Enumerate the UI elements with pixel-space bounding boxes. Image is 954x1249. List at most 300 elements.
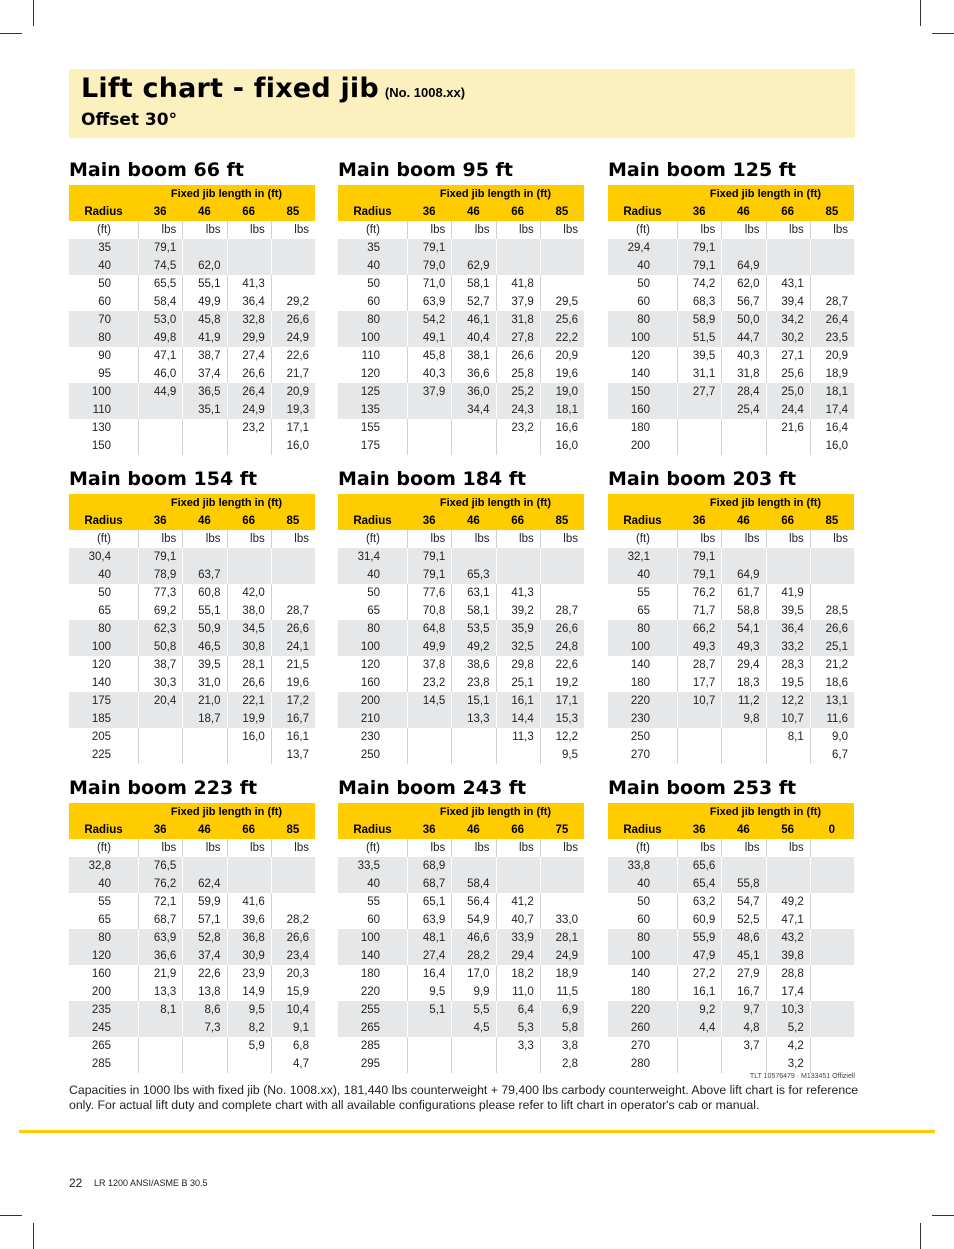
table-row xyxy=(338,857,584,875)
capacity-value: 11,0 xyxy=(496,983,540,1001)
capacity-value: 24,4 xyxy=(766,401,810,419)
lift-chart-table xyxy=(338,159,584,455)
table-row xyxy=(338,584,584,602)
table-row xyxy=(338,1001,584,1019)
radius-value: 40 xyxy=(367,878,380,890)
radius-unit: (ft) xyxy=(635,224,650,236)
table-row xyxy=(69,638,315,656)
capacity-value: 2,8 xyxy=(540,1055,584,1073)
unit-row xyxy=(338,221,584,239)
capacity-value: 54,1 xyxy=(721,620,765,638)
capacity-value: 16,4 xyxy=(407,965,451,983)
radius-value: 245 xyxy=(91,1022,111,1034)
capacity-value: 32,8 xyxy=(227,311,271,329)
capacity-value xyxy=(271,548,315,566)
capacity-value: 62,0 xyxy=(721,275,765,293)
capacity-value: 60,9 xyxy=(677,911,721,929)
capacity-value: 72,1 xyxy=(138,893,182,911)
capacity-value: 26,4 xyxy=(810,311,854,329)
capacity-value: 76,2 xyxy=(677,584,721,602)
capacity-value: 40,3 xyxy=(721,347,765,365)
capacity-value: 26,6 xyxy=(271,620,315,638)
radius-value: 200 xyxy=(91,986,111,998)
capacity-value: 16,7 xyxy=(271,710,315,728)
capacity-value: 39,5 xyxy=(182,656,226,674)
column-header-row xyxy=(69,821,315,839)
capacity-value: 10,3 xyxy=(766,1001,810,1019)
capacity-value xyxy=(496,875,540,893)
radius-unit: (ft) xyxy=(365,533,380,545)
capacity-value: 20,9 xyxy=(271,383,315,401)
load-unit: lbs xyxy=(721,221,765,239)
capacity-value: 29,9 xyxy=(227,329,271,347)
capacity-value: 29,4 xyxy=(721,656,765,674)
capacity-value: 21,6 xyxy=(766,419,810,437)
capacity-value: 31,1 xyxy=(677,365,721,383)
capacity-value xyxy=(810,1001,854,1019)
capacity-value xyxy=(182,857,226,875)
table-row xyxy=(338,674,584,692)
jib-length-header: Fixed jib length in (ft) xyxy=(338,803,584,821)
capacity-value xyxy=(138,419,182,437)
capacity-value: 38,7 xyxy=(182,347,226,365)
capacity-value: 19,6 xyxy=(540,365,584,383)
capacity-value: 65,3 xyxy=(451,566,495,584)
page-subtitle: Offset 30° xyxy=(81,110,178,130)
capacity-value xyxy=(227,1055,271,1073)
capacity-value xyxy=(721,437,765,455)
radius-header: Radius xyxy=(84,206,123,218)
jib-length-header: Fixed jib length in (ft) xyxy=(608,803,854,821)
radius-value: 80 xyxy=(98,332,111,344)
table-row xyxy=(69,401,315,419)
capacity-value: 21,9 xyxy=(138,965,182,983)
table-row xyxy=(69,728,315,746)
radius-value: 130 xyxy=(91,422,111,434)
capacity-value: 76,5 xyxy=(138,857,182,875)
capacity-value: 19,2 xyxy=(540,674,584,692)
radius-unit: (ft) xyxy=(96,842,111,854)
radius-value: 270 xyxy=(630,1040,650,1052)
capacity-value: 9,7 xyxy=(721,1001,765,1019)
capacity-value: 27,8 xyxy=(496,329,540,347)
capacity-value: 29,2 xyxy=(271,293,315,311)
capacity-value: 41,2 xyxy=(496,893,540,911)
capacity-value: 27,4 xyxy=(407,947,451,965)
table-row xyxy=(608,710,854,728)
radius-value: 100 xyxy=(91,641,111,653)
capacity-value xyxy=(271,257,315,275)
load-unit: lbs xyxy=(451,530,495,548)
load-unit: lbs xyxy=(138,221,182,239)
capacity-value: 22,6 xyxy=(540,656,584,674)
radius-value: 32,1 xyxy=(627,551,650,563)
capacity-value: 54,7 xyxy=(721,893,765,911)
capacity-value: 55,1 xyxy=(182,275,226,293)
capacity-value: 58,4 xyxy=(138,293,182,311)
jib-length-value: 46 xyxy=(466,824,480,836)
capacity-value: 5,5 xyxy=(451,1001,495,1019)
capacity-value: 15,1 xyxy=(451,692,495,710)
radius-value: 180 xyxy=(630,677,650,689)
capacity-value: 39,5 xyxy=(677,347,721,365)
capacity-value: 3,3 xyxy=(496,1037,540,1055)
table-row xyxy=(69,857,315,875)
capacity-value: 25,6 xyxy=(540,311,584,329)
capacity-value: 9,2 xyxy=(677,1001,721,1019)
capacity-value: 14,9 xyxy=(227,983,271,1001)
load-unit: lbs xyxy=(271,221,315,239)
capacity-value: 5,8 xyxy=(540,1019,584,1037)
unit-row xyxy=(338,530,584,548)
capacity-value xyxy=(677,437,721,455)
table-row xyxy=(338,710,584,728)
capacity-value: 11,3 xyxy=(496,728,540,746)
capacity-value xyxy=(227,548,271,566)
capacity-value: 25,1 xyxy=(496,674,540,692)
capacity-value: 16,7 xyxy=(721,983,765,1001)
capacity-value xyxy=(138,401,182,419)
load-unit: lbs xyxy=(677,839,721,857)
capacity-value: 3,7 xyxy=(721,1037,765,1055)
capacity-value xyxy=(227,566,271,584)
radius-value: 50 xyxy=(637,278,650,290)
capacity-value: 63,7 xyxy=(182,566,226,584)
capacity-value xyxy=(407,746,451,764)
table-row xyxy=(608,602,854,620)
capacity-value xyxy=(677,710,721,728)
capacity-value: 22,2 xyxy=(540,329,584,347)
radius-value: 60 xyxy=(98,296,111,308)
table-row xyxy=(338,911,584,929)
capacity-value: 46,0 xyxy=(138,365,182,383)
load-unit: lbs xyxy=(451,221,495,239)
radius-value: 65 xyxy=(98,605,111,617)
capacity-value: 58,8 xyxy=(721,602,765,620)
radius-value: 50 xyxy=(98,587,111,599)
radius-value: 60 xyxy=(367,296,380,308)
capacity-value: 10,7 xyxy=(766,710,810,728)
radius-value: 200 xyxy=(630,440,650,452)
table-row xyxy=(608,911,854,929)
table-row xyxy=(338,239,584,257)
capacity-value: 17,1 xyxy=(540,692,584,710)
capacity-value: 39,2 xyxy=(496,602,540,620)
load-unit: lbs xyxy=(766,221,810,239)
capacity-value: 79,1 xyxy=(138,548,182,566)
capacity-value: 33,2 xyxy=(766,638,810,656)
load-unit: lbs xyxy=(496,839,540,857)
capacity-value: 22,1 xyxy=(227,692,271,710)
capacity-value xyxy=(138,1055,182,1073)
capacity-value: 31,0 xyxy=(182,674,226,692)
capacity-value: 68,3 xyxy=(677,293,721,311)
capacity-value: 9,0 xyxy=(810,728,854,746)
capacity-value xyxy=(677,401,721,419)
capacity-value: 19,6 xyxy=(271,674,315,692)
table-row xyxy=(338,401,584,419)
jib-length-value: 66 xyxy=(781,515,795,527)
capacity-value: 23,5 xyxy=(810,329,854,347)
table-row xyxy=(608,401,854,419)
table-row xyxy=(608,239,854,257)
capacity-value: 65,1 xyxy=(407,893,451,911)
capacity-value: 16,0 xyxy=(540,437,584,455)
capacity-value xyxy=(677,1055,721,1073)
capacity-value: 49,1 xyxy=(407,329,451,347)
footer-rule xyxy=(19,1130,935,1133)
jib-length-value: 66 xyxy=(511,824,525,836)
capacity-value xyxy=(271,239,315,257)
capacity-value xyxy=(227,746,271,764)
table-row xyxy=(69,257,315,275)
radius-value: 100 xyxy=(630,950,650,962)
capacity-value: 76,2 xyxy=(138,875,182,893)
table-row xyxy=(608,437,854,455)
capacity-value: 25,0 xyxy=(766,383,810,401)
crop-mark xyxy=(0,33,22,34)
radius-value: 135 xyxy=(360,404,380,416)
radius-value: 270 xyxy=(630,749,650,761)
capacity-value xyxy=(810,875,854,893)
lift-chart-table xyxy=(69,159,315,455)
lift-chart-table xyxy=(69,777,315,1073)
radius-value: 50 xyxy=(637,896,650,908)
page-title: Lift chart - fixed jib xyxy=(81,73,379,104)
capacity-value: 21,2 xyxy=(810,656,854,674)
jib-length-header: Fixed jib length in (ft) xyxy=(608,185,854,203)
capacity-value xyxy=(766,857,810,875)
capacity-value xyxy=(496,437,540,455)
jib-length-value: 46 xyxy=(197,515,211,527)
capacity-value: 8,1 xyxy=(766,728,810,746)
capacity-value: 9,1 xyxy=(271,1019,315,1037)
table-row xyxy=(338,566,584,584)
capacity-value xyxy=(227,257,271,275)
capacity-value: 15,9 xyxy=(271,983,315,1001)
table-row xyxy=(338,257,584,275)
radius-value: 220 xyxy=(630,1004,650,1016)
capacity-value: 44,9 xyxy=(138,383,182,401)
capacity-value: 9,5 xyxy=(540,746,584,764)
unit-row xyxy=(338,839,584,857)
jib-length-value: 85 xyxy=(286,824,300,836)
capacity-value: 18,3 xyxy=(721,674,765,692)
capacity-value xyxy=(496,1055,540,1073)
capacity-value: 47,1 xyxy=(138,347,182,365)
capacity-value: 9,9 xyxy=(451,983,495,1001)
radius-value: 150 xyxy=(630,386,650,398)
capacity-value: 16,0 xyxy=(227,728,271,746)
table-row xyxy=(608,983,854,1001)
capacity-value: 79,0 xyxy=(407,257,451,275)
radius-value: 40 xyxy=(637,878,650,890)
capacity-value: 6,7 xyxy=(810,746,854,764)
capacity-value: 27,7 xyxy=(677,383,721,401)
table-row xyxy=(338,548,584,566)
table-row xyxy=(608,365,854,383)
load-unit: lbs xyxy=(182,221,226,239)
load-unit: lbs xyxy=(721,839,765,857)
radius-value: 250 xyxy=(630,731,650,743)
capacity-value: 35,1 xyxy=(182,401,226,419)
radius-value: 40 xyxy=(98,260,111,272)
table-row xyxy=(69,566,315,584)
jib-length-header: Fixed jib length in (ft) xyxy=(608,494,854,512)
capacity-value: 55,9 xyxy=(677,929,721,947)
radius-value: 29,4 xyxy=(627,242,650,254)
capacity-value xyxy=(810,548,854,566)
jib-length-value: 85 xyxy=(286,515,300,527)
capacity-value xyxy=(407,1055,451,1073)
table-row xyxy=(69,1001,315,1019)
table-row xyxy=(69,947,315,965)
capacity-value xyxy=(810,566,854,584)
capacity-value: 34,2 xyxy=(766,311,810,329)
radius-value: 185 xyxy=(91,713,111,725)
radius-value: 235 xyxy=(91,1004,111,1016)
capacity-value xyxy=(407,419,451,437)
capacity-value xyxy=(182,239,226,257)
radius-value: 110 xyxy=(361,350,380,362)
radius-value: 255 xyxy=(360,1004,380,1016)
capacity-value: 11,5 xyxy=(540,983,584,1001)
capacity-value xyxy=(227,875,271,893)
capacity-value: 32,5 xyxy=(496,638,540,656)
table-row xyxy=(338,728,584,746)
radius-value: 65 xyxy=(637,605,650,617)
table-row xyxy=(69,1037,315,1055)
table-row xyxy=(338,1037,584,1055)
radius-value: 230 xyxy=(630,713,650,725)
table-row xyxy=(608,275,854,293)
radius-value: 100 xyxy=(630,641,650,653)
capacity-value: 71,0 xyxy=(407,275,451,293)
capacity-value: 52,7 xyxy=(451,293,495,311)
table-row xyxy=(608,728,854,746)
capacity-value xyxy=(721,419,765,437)
capacity-value: 36,4 xyxy=(766,620,810,638)
capacity-value: 58,1 xyxy=(451,275,495,293)
radius-value: 120 xyxy=(91,659,111,671)
jib-length-header: Fixed jib length in (ft) xyxy=(69,494,315,512)
jib-length-value: 66 xyxy=(511,206,525,218)
column-header-row xyxy=(338,203,584,221)
capacity-value: 65,4 xyxy=(677,875,721,893)
lift-chart-table xyxy=(608,159,854,455)
radius-value: 150 xyxy=(91,440,111,452)
capacity-value: 77,3 xyxy=(138,584,182,602)
load-unit: lbs xyxy=(227,839,271,857)
table-row xyxy=(69,365,315,383)
radius-value: 65 xyxy=(98,914,111,926)
capacity-value: 19,0 xyxy=(540,383,584,401)
table-row xyxy=(608,293,854,311)
capacity-value: 5,2 xyxy=(766,1019,810,1037)
capacity-value: 23,2 xyxy=(496,419,540,437)
capacity-value: 26,6 xyxy=(227,674,271,692)
load-unit: lbs xyxy=(271,530,315,548)
table-row xyxy=(338,656,584,674)
jib-length-value: 46 xyxy=(197,824,211,836)
capacity-value: 5,3 xyxy=(496,1019,540,1037)
capacity-value: 40,4 xyxy=(451,329,495,347)
capacity-value: 17,4 xyxy=(766,983,810,1001)
capacity-value: 48,1 xyxy=(407,929,451,947)
capacity-value: 38,0 xyxy=(227,602,271,620)
capacity-value: 16,1 xyxy=(677,983,721,1001)
capacity-value: 49,9 xyxy=(407,638,451,656)
table-row xyxy=(608,329,854,347)
unit-row xyxy=(608,530,854,548)
capacity-value xyxy=(138,728,182,746)
table-row xyxy=(608,311,854,329)
unit-row xyxy=(608,839,854,857)
radius-value: 80 xyxy=(637,932,650,944)
radius-value: 285 xyxy=(360,1040,380,1052)
capacity-value: 62,4 xyxy=(182,875,226,893)
jib-length-value: 66 xyxy=(511,515,525,527)
jib-length-value: 85 xyxy=(825,515,839,527)
capacity-value: 18,9 xyxy=(540,965,584,983)
table-row xyxy=(338,929,584,947)
document-reference: TLT 10576479 · M133451 Offiziell xyxy=(749,1073,855,1080)
radius-value: 50 xyxy=(367,587,380,599)
capacity-value: 79,1 xyxy=(677,548,721,566)
jib-length-header: Fixed jib length in (ft) xyxy=(338,494,584,512)
capacity-value: 66,2 xyxy=(677,620,721,638)
radius-value: 40 xyxy=(98,878,111,890)
capacity-value: 15,3 xyxy=(540,710,584,728)
radius-unit: (ft) xyxy=(96,533,111,545)
table-row xyxy=(338,692,584,710)
capacity-value: 62,3 xyxy=(138,620,182,638)
radius-header: Radius xyxy=(623,824,662,836)
capacity-value xyxy=(810,929,854,947)
capacity-value: 9,8 xyxy=(721,710,765,728)
jib-length-value: 56 xyxy=(781,824,795,836)
table-row xyxy=(338,893,584,911)
radius-value: 140 xyxy=(630,968,650,980)
table-row xyxy=(608,674,854,692)
radius-value: 220 xyxy=(630,695,650,707)
capacity-value xyxy=(810,1019,854,1037)
capacity-value: 23,8 xyxy=(451,674,495,692)
lift-chart-table xyxy=(338,468,584,764)
capacity-value: 21,7 xyxy=(271,365,315,383)
capacity-value: 27,1 xyxy=(766,347,810,365)
table-row xyxy=(69,965,315,983)
table-row xyxy=(69,746,315,764)
capacity-value: 6,4 xyxy=(496,1001,540,1019)
radius-value: 55 xyxy=(637,587,650,599)
load-unit: lbs xyxy=(496,530,540,548)
table-row xyxy=(338,275,584,293)
capacity-value xyxy=(540,257,584,275)
capacity-value: 79,1 xyxy=(677,257,721,275)
title-line xyxy=(81,73,465,104)
capacity-value: 62,0 xyxy=(182,257,226,275)
capacity-value: 65,6 xyxy=(677,857,721,875)
capacity-value: 12,2 xyxy=(766,692,810,710)
capacity-value: 46,5 xyxy=(182,638,226,656)
radius-header: Radius xyxy=(353,206,392,218)
capacity-value xyxy=(721,728,765,746)
unit-row xyxy=(69,839,315,857)
capacity-value xyxy=(227,437,271,455)
capacity-value: 63,9 xyxy=(407,293,451,311)
capacity-value: 26,6 xyxy=(271,929,315,947)
